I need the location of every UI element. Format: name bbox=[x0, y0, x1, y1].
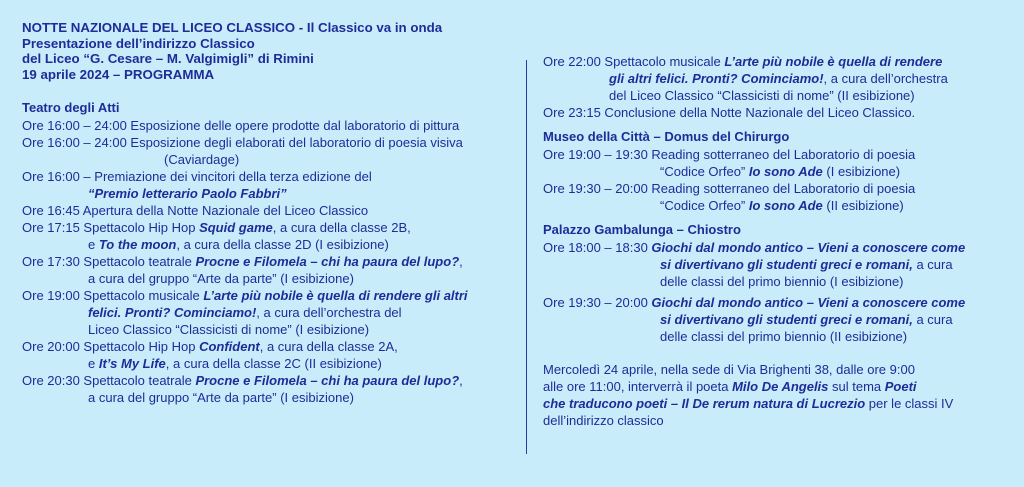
program-line: Ore 16:45 Apertura della Notte Nazionale del Liceo Classico bbox=[22, 203, 369, 218]
program-line: Ore 19:00 – 19:30 Reading sotterraneo del Laboratorio di poesia bbox=[543, 147, 916, 162]
right-column bbox=[543, 53, 1013, 429]
program-line: “Codice Orfeo” Io sono Ade (I esibizione) bbox=[660, 164, 901, 179]
note-line: che traducono poeti – Il De rerum natura di Lucrezio per le classi IV bbox=[543, 396, 954, 411]
program-line: Ore 19:30 – 20:00 Giochi dal mondo antico – Vieni a conoscere come bbox=[543, 295, 966, 310]
header-date: 19 aprile 2024 – PROGRAMMA bbox=[22, 66, 215, 82]
program-line: Ore 20:00 Spettacolo Hip Hop Confident, a cura della classe 2A, bbox=[22, 339, 398, 354]
program-line: delle classi del primo biennio (I esibizione) bbox=[660, 274, 904, 289]
program-line: si divertivano gli studenti greci e romani, a cura bbox=[660, 312, 953, 327]
program-line: Ore 19:30 – 20:00 Reading sotterraneo del Laboratorio di poesia bbox=[543, 181, 916, 196]
program-line: a cura del gruppo “Arte da parte” (I esibizione) bbox=[88, 390, 354, 405]
program-line: gli altri felici. Pronti? Cominciamo!, a cura dell’orchestra bbox=[609, 71, 948, 86]
closing-note bbox=[543, 361, 1013, 429]
program-line: e It’s My Life, a cura della classe 2C (II esibizione) bbox=[88, 356, 382, 371]
header-line-2: Presentazione dell’indirizzo Classico bbox=[22, 35, 255, 51]
program-line: Ore 16:00 – Premiazione dei vincitori della terza edizione del bbox=[22, 169, 372, 184]
program-line: Ore 16:00 – 24:00 Esposizione degli elaborati del laboratorio di poesia visiva bbox=[22, 135, 463, 150]
column-divider bbox=[526, 60, 527, 454]
program-line: si divertivano gli studenti greci e romani, a cura bbox=[660, 257, 953, 272]
program-header bbox=[22, 20, 517, 82]
program-line: Ore 19:00 Spettacolo musicale L’arte più nobile è quella di rendere gli altri bbox=[22, 288, 468, 303]
program-line: Liceo Classico “Classicisti di nome” (I esibizione) bbox=[88, 322, 370, 337]
left-column bbox=[22, 20, 517, 406]
program-line: a cura del gruppo “Arte da parte” (I esibizione) bbox=[88, 271, 354, 286]
program-line: Ore 22:00 Spettacolo musicale L’arte più nobile è quella di rendere bbox=[543, 54, 943, 69]
program-line: Ore 20:30 Spettacolo teatrale Procne e Filomela – chi ha paura del lupo?, bbox=[22, 373, 463, 388]
program-line: Ore 18:00 – 18:30 Giochi dal mondo antico – Vieni a conoscere come bbox=[543, 240, 966, 255]
event-title: NOTTE NAZIONALE DEL LICEO CLASSICO bbox=[22, 20, 296, 35]
program-line: Ore 16:00 – 24:00 Esposizione delle opere prodotte dal laboratorio di pittura bbox=[22, 118, 460, 133]
program-line: (Caviardage) bbox=[164, 152, 240, 167]
program-line: “Premio letterario Paolo Fabbri” bbox=[88, 186, 287, 201]
note-line: Mercoledì 24 aprile, nella sede di Via Brighenti 38, dalle ore 9:00 bbox=[543, 362, 915, 377]
event-subtitle: - Il Classico va in onda bbox=[295, 20, 443, 35]
section-title-teatro: Teatro degli Atti bbox=[22, 100, 120, 115]
section-title-museo: Museo della Città – Domus del Chirurgo bbox=[543, 129, 790, 144]
program-line: e To the moon, a cura della classe 2D (I esibizione) bbox=[88, 237, 389, 252]
program-line: Ore 17:15 Spettacolo Hip Hop Squid game, a cura della classe 2B, bbox=[22, 220, 411, 235]
note-line: dell’indirizzo classico bbox=[543, 413, 664, 428]
program-line: delle classi del primo biennio (II esibizione) bbox=[660, 329, 908, 344]
note-line: alle ore 11:00, interverrà il poeta Milo De Angelis sul tema Poeti bbox=[543, 379, 917, 394]
program-line: felici. Pronti? Cominciamo!, a cura dell’orchestra del bbox=[88, 305, 402, 320]
program-line: del Liceo Classico “Classicisti di nome” (II esibizione) bbox=[609, 88, 915, 103]
section-title-palazzo: Palazzo Gambalunga – Chiostro bbox=[543, 222, 741, 237]
header-line-3: del Liceo “G. Cesare – M. Valgimigli” di Rimini bbox=[22, 51, 314, 66]
program-line: Ore 17:30 Spettacolo teatrale Procne e Filomela – chi ha paura del lupo?, bbox=[22, 254, 463, 269]
program-line: Ore 23:15 Conclusione della Notte Nazionale del Liceo Classico. bbox=[543, 105, 916, 120]
program-line: “Codice Orfeo” Io sono Ade (II esibizione) bbox=[660, 198, 904, 213]
